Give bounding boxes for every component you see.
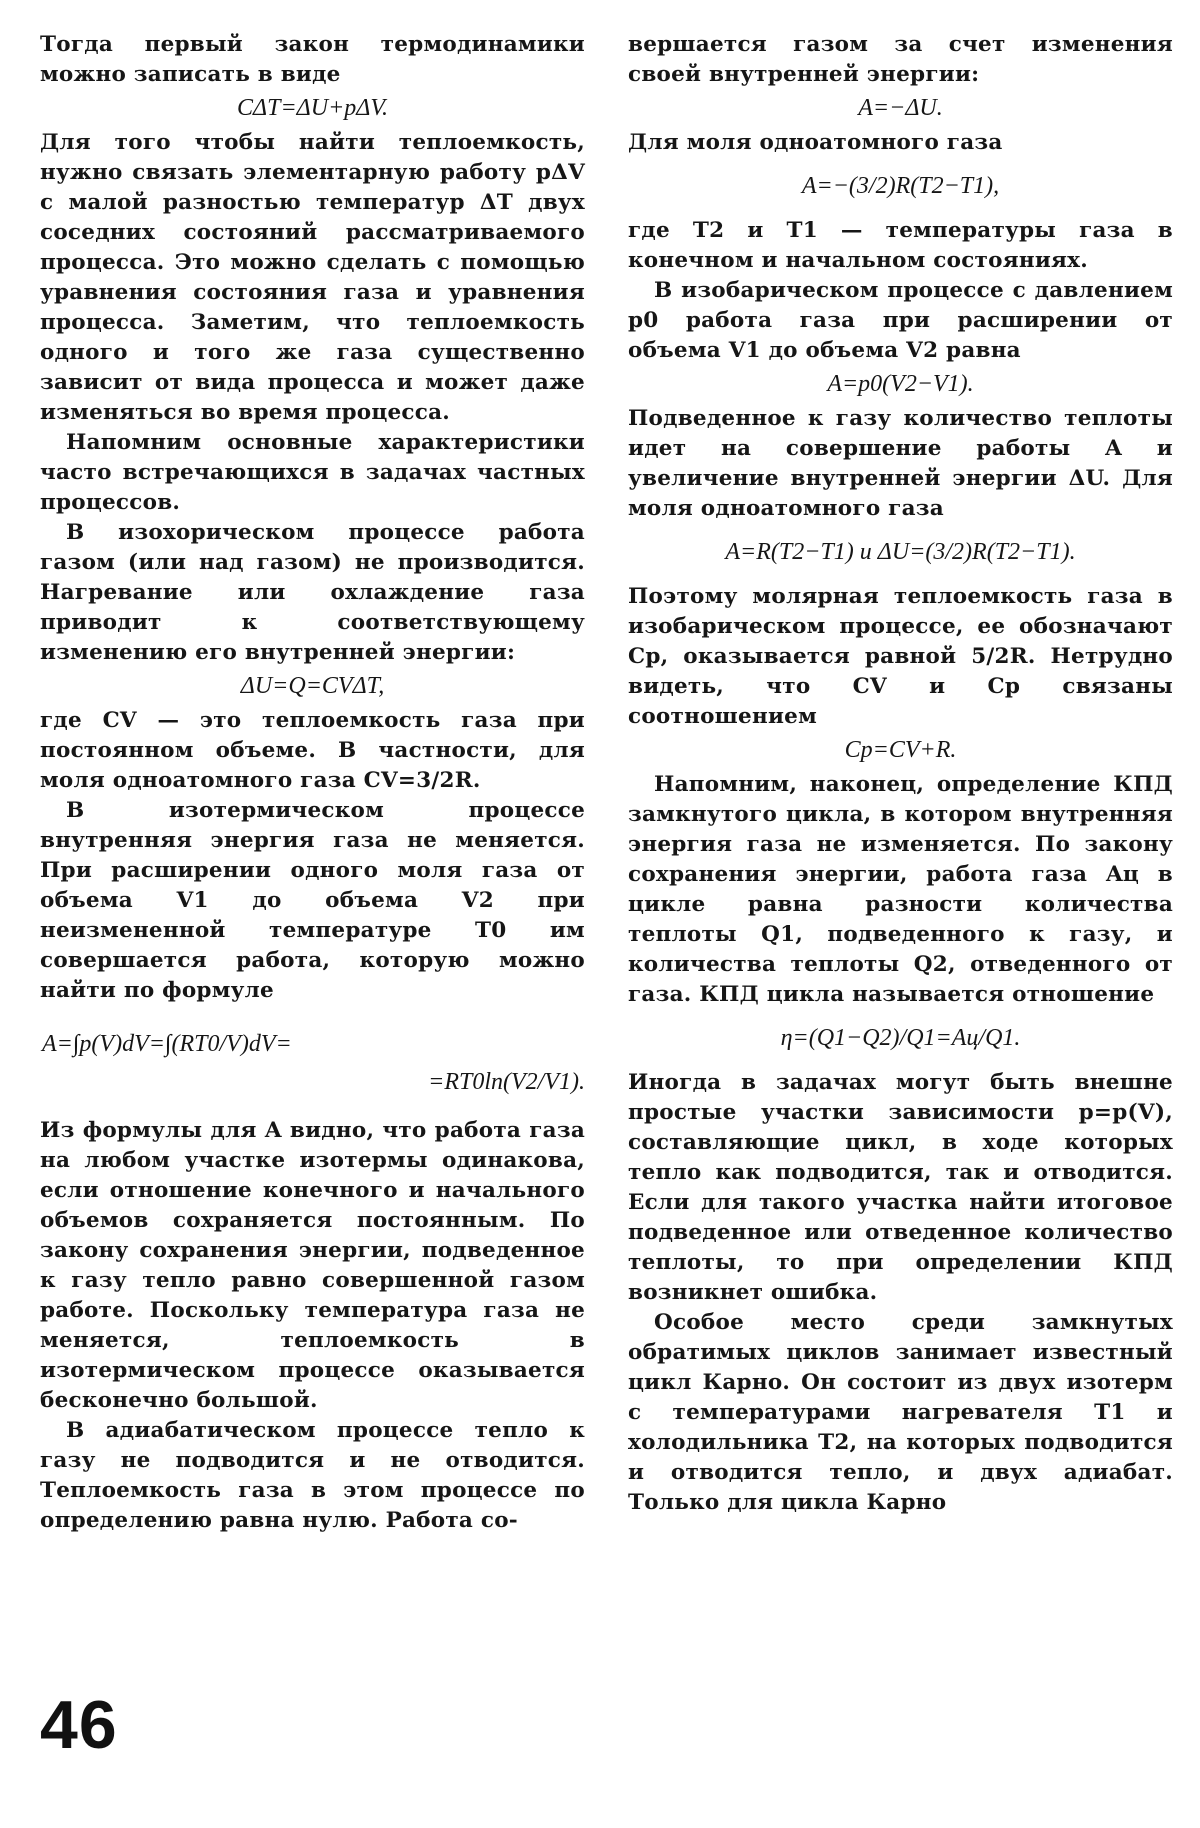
paragraph: Подведенное к газу количество теплоты идет на совершение работы A и увеличение внутренней энергии ΔU. Для моля одноатомного газа <box>628 406 1173 521</box>
right-column <box>628 30 1173 1518</box>
paragraph: Поэтому молярная теплоемкость газа в изобарическом процессе, ее обозначают Cp, оказывается равной 5/2R. Нетрудно видеть, что CV и Cp связаны соотношением <box>628 584 1173 729</box>
equation-adiabatic <box>628 92 1173 124</box>
paragraph: где T2 и T1 — температуры газа в конечном и начальном состояниях. <box>628 218 1173 273</box>
equation-first-law <box>40 92 585 124</box>
equation-text: =RT0ln(V2/V1). <box>428 1069 585 1095</box>
left-column <box>40 30 585 1536</box>
paragraph: Напомним основные характеристики часто встречающихся в задачах частных процессов. <box>40 430 585 515</box>
equation-isochoric <box>40 670 585 702</box>
paragraph: Иногда в задачах могут быть внешне простые участки зависимости p=p(V), составляющие цикл, в ходе которых тепло как подводится, так и отводится. Если для такого участка найти итоговое подведенное или отведенное количество теплоты, то при определении КПД возникнет ошибка. <box>628 1070 1173 1305</box>
paragraph: Из формулы для A видно, что работа газа на любом участке изотермы одинакова, если отношение конечного и начального объемов сохраняется постоянным. По закону сохранения энергии, подведенное к газу тепло равно совершенной газом работе. Поскольку температура газа не меняется, теплоемкость в изотермическом процессе оказывается бесконечно большой. <box>40 1118 585 1413</box>
equation-text: CΔT=ΔU+pΔV. <box>237 95 388 121</box>
equation-efficiency <box>628 1018 1173 1058</box>
paragraph: В изобарическом процессе с давлением p0 работа газа при расширении от объема V1 до объема V2 равна <box>628 278 1173 363</box>
paragraph: Напомним, наконец, определение КПД замкнутого цикла, в котором внутренняя энергия газа не изменяется. По закону сохранения энергии, работа газа Aц в цикле равна разности количества теплоты Q1, подведенного к газу, и количества теплоты Q2, отведенного от газа. КПД цикла называется отношение <box>628 772 1173 1007</box>
equation-text: A=−ΔU. <box>858 95 943 121</box>
equation-text: A=p0(V2−V1). <box>827 371 974 397</box>
paragraph: В адиабатическом процессе тепло к газу не подводится и не отводится. Теплоемкость газа в этом процессе по определению равна нулю. Работа со- <box>40 1418 585 1533</box>
paragraph: где CV — это теплоемкость газа при постоянном объеме. В частности, для моля одноатомного газа CV=3/2R. <box>40 708 585 793</box>
equation-text: A=∫p(V)dV=∫(RT0/V)dV= <box>42 1031 292 1057</box>
paragraph: В изотермическом процессе внутренняя энергия газа не меняется. При расширении одного моля газа от объема V1 до объема V2 при неизмененной температуре T0 им совершается работа, которую можно найти по формуле <box>40 798 585 1003</box>
paragraph: Для того чтобы найти теплоемкость, нужно связать элементарную работу pΔV с малой разностью температур ΔT двух соседних состояний рассматриваемого процесса. Это можно сделать с помощью уравнения состояния газа и уравнения процесса. Заметим, что теплоемкость одного и того же газа существенно зависит от вида процесса и может даже изменяться во время процесса. <box>40 130 585 425</box>
paragraph: Для моля одноатомного газа <box>628 130 1003 155</box>
equation-adiabatic-monatomic <box>628 166 1173 206</box>
equation-isobaric-monatomic <box>628 532 1173 572</box>
paragraph: Тогда первый закон термодинамики можно записать в виде <box>40 32 585 87</box>
paragraph: В изохорическом процессе работа газом (или над газом) не производится. Нагревание или охлаждение газа приводит к соответствующему изменению его внутренней энергии: <box>40 520 585 665</box>
paragraph: вершается газом за счет изменения своей внутренней энергии: <box>628 32 1173 87</box>
paragraph: Особое место среди замкнутых обратимых циклов занимает известный цикл Карно. Он состоит из двух изотерм с температурами нагревателя T1 и холодильника T2, на которых подводится и отводится тепло, и двух адиабат. Только для цикла Карно <box>628 1310 1173 1515</box>
equation-isothermal-result <box>40 1066 585 1098</box>
equation-isobaric-work <box>628 368 1173 400</box>
equation-text: A=−(3/2)R(T2−T1), <box>801 173 1000 199</box>
equation-text: ΔU=Q=CVΔT, <box>240 673 385 699</box>
page-number: 46 <box>40 1687 118 1763</box>
equation-text: A=R(T2−T1) и ΔU=(3/2)R(T2−T1). <box>725 539 1076 565</box>
equation-mayer <box>628 734 1173 766</box>
equation-isothermal-work <box>40 1028 585 1060</box>
equation-text: Cp=CV+R. <box>844 737 957 763</box>
equation-text: η=(Q1−Q2)/Q1=Aц/Q1. <box>780 1025 1021 1051</box>
